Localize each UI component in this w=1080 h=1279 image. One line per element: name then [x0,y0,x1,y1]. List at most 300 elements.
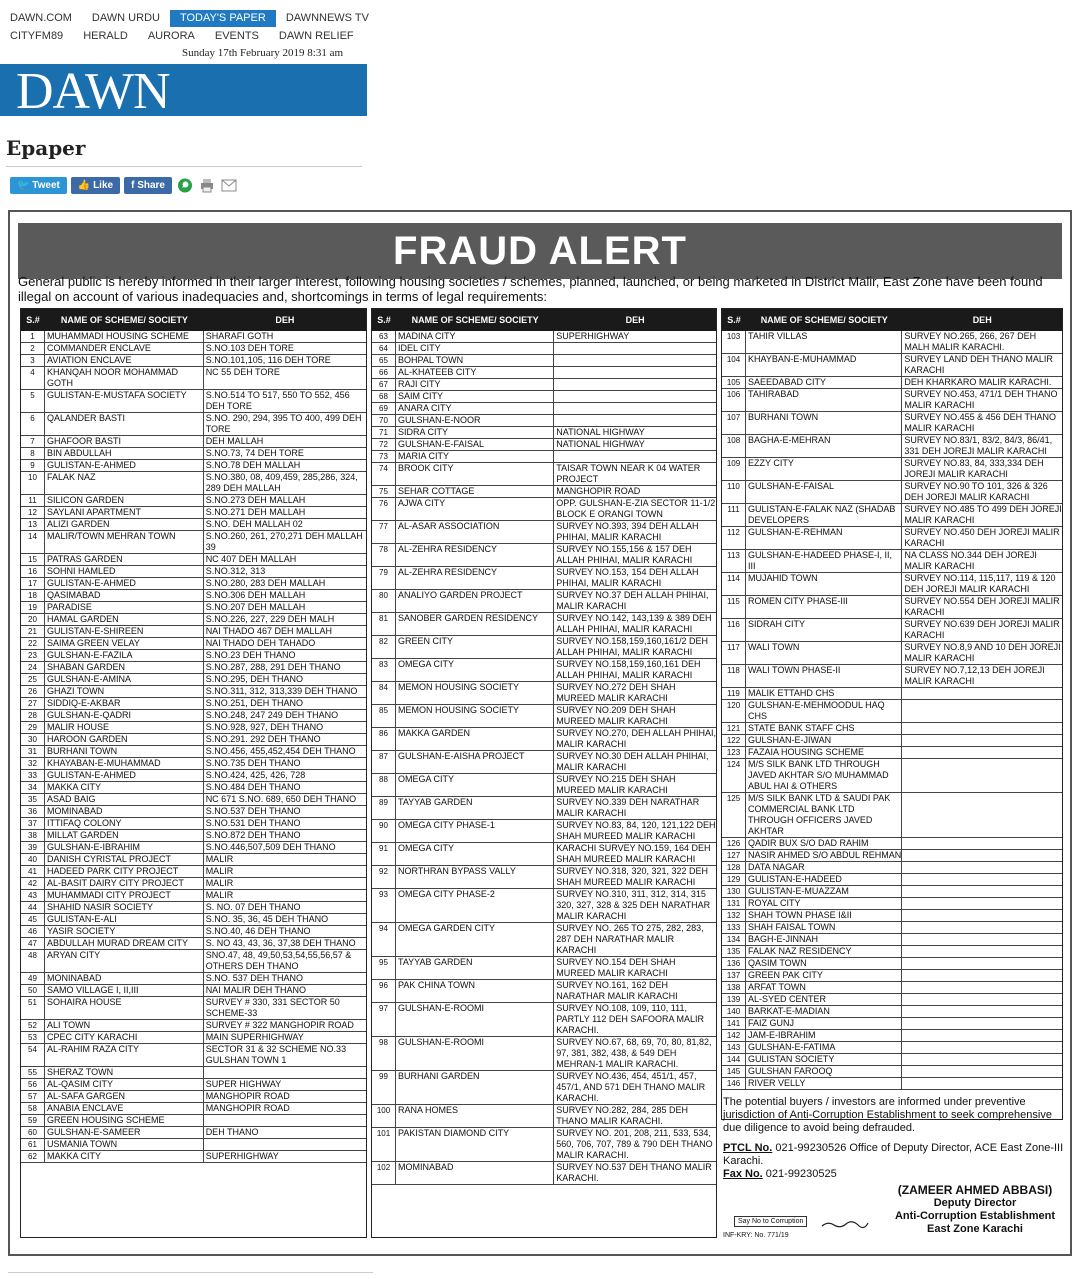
serial-cell: 115 [722,596,746,618]
serial-cell: 31 [21,746,45,757]
divider [6,166,362,167]
scheme-name-cell: NORTHRAN BYPASS VALLY [396,866,554,888]
deh-cell [902,793,1062,837]
table-row [372,751,716,774]
scheme-name-cell: WALI TOWN [746,642,902,664]
nav-row-secondary [0,28,364,45]
deh-cell: SURVEY NO.209 DEH SHAH MUREED MALIR KARACHI [556,705,676,726]
serial-cell: 138 [722,982,746,993]
deh-cell: SURVEY NO.455 & 456 DEH THANO MALIR KARACHI [904,412,1056,433]
deh-cell [902,982,1062,993]
serial-cell: 102 [372,1162,396,1184]
deh-cell: S.NO.23 DEH THANO [205,650,296,660]
deh-cell: SURVEY NO.310, 311, 312, 314, 315 320, 327, 328 & 325 DEH NARATHAR MALIR KARACHI [556,889,711,921]
deh-cell: SURVEY NO.142, 143,139 & 389 DEH ALLAH PHIHAI, MALIR KARACHI [556,613,712,634]
scheme-name-cell: AL-SAFA GARGEN [45,1091,204,1102]
deh-cell: MANGHOPIR ROAD [205,1091,290,1101]
table-row [372,843,716,866]
scheme-name-cell: MONINABAD [45,973,204,984]
table-row [722,994,1062,1006]
serial-cell: 52 [21,1020,45,1031]
serial-cell: 28 [21,710,45,721]
table-row [21,650,366,662]
scheme-name-cell: SANOBER GARDEN RESIDENCY [396,613,554,635]
scheme-name-cell: FAZAIA HOUSING SCHEME [746,747,902,758]
table-row [722,958,1062,970]
serial-cell: 125 [722,793,746,837]
deh-cell: SURVEY NO.8,9 AND 10 DEH JOREJI MALIR KARACHI [904,642,1061,663]
scheme-name-cell: GULSHAN-E-SAMEER [45,1127,204,1138]
table-row [21,531,366,554]
scheme-name-cell: HAMAL GARDEN [45,614,204,625]
scheme-name-cell: JAM-E-IBRAHIM [746,1030,902,1041]
table-row [722,1018,1062,1030]
table-row [21,926,366,938]
deh-cell: SURVEY NO.554 DEH JOREJI MALIR KARACHI [904,596,1060,617]
table-row [21,1079,366,1091]
nav-link-dawn-urdu[interactable]: DAWN URDU [91,12,160,24]
scheme-name-cell: QALANDER BASTI [45,413,204,435]
nav-link-dawnnews-tv[interactable]: DAWNNEWS TV [285,12,369,24]
deh-cell: SURVEY NO.67, 68, 69, 70, 80, 81,82, 97, 381, 382, 438, & 549 DEH MEHRAN-1 MALIR KARACHI. [556,1037,712,1069]
nav-link-dawn[interactable]: DAWN.COM [10,12,72,24]
scheme-name-cell: GHAFOOR BASTI [45,436,204,447]
serial-cell: 91 [372,843,396,865]
anti-corruption-stamp: Say No to Corruption [734,1216,807,1227]
table-row [722,982,1062,994]
table-row [372,774,716,797]
scheme-name-cell: QASIM TOWN [746,958,902,969]
deh-cell: S.NO.101,105, 116 DEH TORE [205,355,331,365]
nav-link-todays-paper[interactable]: TODAY'S PAPER [170,10,276,27]
nav-link-dawn-relief[interactable]: DAWN RELIEF [278,30,354,42]
table-row [722,688,1062,700]
nav-link-events[interactable]: EVENTS [214,30,259,42]
scheme-name-cell: RAJI CITY [396,379,554,390]
signatory-org: Anti-Corruption Establishment [894,1210,1056,1222]
scheme-name-cell: GULSHAN-E-FAISAL [746,481,902,503]
deh-cell: S.NO.735 DEH THANO [205,758,301,768]
deh-cell: S.NO.251, DEH THANO [205,698,304,708]
table-row [722,723,1062,735]
deh-cell: SURVEY NO. 265 TO 275, 282, 283, 287 DEH NARATHAR MALIR KARACHI [556,923,704,955]
scheme-name-cell: MILLAT GARDEN [45,830,204,841]
serial-cell: 35 [21,794,45,805]
scheme-name-cell: SHERAZ TOWN [45,1067,204,1078]
deh-cell: NAI THADO 467 DEH MALLAH [205,626,333,636]
deh-cell: S. NO 43, 43, 36, 37,38 DEH THANO [205,938,356,948]
serial-cell: 80 [372,590,396,612]
table-row [21,638,366,650]
serial-cell: 128 [722,862,746,873]
deh-cell [902,1030,1062,1041]
serial-cell: 20 [21,614,45,625]
serial-cell: 124 [722,759,746,792]
serial-cell: 27 [21,698,45,709]
serial-cell: 53 [21,1032,45,1043]
deh-cell: SURVEY NO.158,159,160,161 DEH ALLAH PHIHAI, MALIR KARACHI [556,659,701,680]
serial-cell: 21 [21,626,45,637]
scheme-name-cell: MARIA CITY [396,451,554,462]
table-row [722,759,1062,793]
scheme-name-cell: GULSHAN-E-ROOMI [396,1003,554,1036]
scheme-name-cell: GULISTAN-E-ALI [45,914,204,925]
deh-cell: NA CLASS NO.344 DEH JOREJI MALIR KARACHI [904,550,1037,571]
table-row [21,770,366,782]
serial-cell: 110 [722,481,746,503]
scheme-name-cell: SIDDIQ-E-AKBAR [45,698,204,709]
scheme-name-cell: GULISTAN-E-AHMED [45,578,204,589]
scheme-name-cell: M/S SILK BANK LTD & SAUDI PAK COMMERCIAL BANK LTD THROUGH OFFICERS JAVED AKHTAR [746,793,902,837]
serial-cell: 73 [372,451,396,462]
deh-cell [554,379,716,390]
serial-cell: 90 [372,820,396,842]
serial-cell: 5 [21,390,45,412]
deh-cell: MANGHOPIR ROAD [205,1103,290,1113]
scheme-name-cell: BIN ABDULLAH [45,448,204,459]
serial-cell: 120 [722,700,746,722]
serial-cell: 11 [21,495,45,506]
deh-cell: SURVEY NO.7,12,13 DEH JOREJI MALIR KARACHI [904,665,1045,686]
serial-cell: 40 [21,854,45,865]
deh-cell: S.NO.226, 227, 229 DEH MALH [205,614,335,624]
table-row [21,698,366,710]
scheme-name-cell: PARADISE [45,602,204,613]
deh-cell: S.NO.531 DEH THANO [205,818,301,828]
deh-cell [204,1067,366,1078]
header-name: NAME OF SCHEME/ SOCIETY [760,315,888,325]
table-row [21,710,366,722]
serial-cell: 41 [21,866,45,877]
table-row [372,1128,716,1162]
serial-cell: 140 [722,1006,746,1017]
scheme-name-cell: QASIMABAD [45,590,204,601]
serial-cell: 23 [21,650,45,661]
table-row [21,674,366,686]
table-row [372,636,716,659]
deh-cell [902,1006,1062,1017]
scheme-name-cell: ARFAT TOWN [746,982,902,993]
scheme-name-cell: ROYAL CITY [746,898,902,909]
serial-cell: 76 [372,498,396,520]
serial-cell: 78 [372,544,396,566]
deh-cell [554,391,716,402]
scheme-name-cell: SEHAR COTTAGE [396,486,554,497]
serial-cell: 16 [21,566,45,577]
table-row [21,566,366,578]
ptcl-label: PTCL No. [723,1142,773,1154]
deh-cell: S.NO. 35, 36, 45 DEH THANO [205,914,329,924]
table-row [21,866,366,878]
table-row [21,758,366,770]
table-row [372,728,716,751]
scheme-name-cell: MALIK ETTAHD CHS [746,688,902,699]
scheme-name-cell: SOHAIRA HOUSE [45,997,204,1019]
table-row [372,439,716,451]
table-row [21,973,366,985]
table-row [722,886,1062,898]
scheme-name-cell: ANABIA ENCLAVE [45,1103,204,1114]
deh-cell: DEH KHARKARO MALIR KARACHI. [904,377,1052,387]
table-row [372,866,716,889]
table-row [21,554,366,566]
serial-cell: 92 [372,866,396,888]
scheme-name-cell: GULISTAN SOCIETY [746,1054,902,1065]
table-row [722,573,1062,596]
scheme-name-cell: BURHANI GARDEN [396,1071,554,1104]
table-row [722,1078,1062,1090]
table-row [722,504,1062,527]
serial-cell: 34 [21,782,45,793]
scheme-name-cell: FAIZ GUNJ [746,1018,902,1029]
deh-cell [902,946,1062,957]
table-row [21,1044,366,1067]
table-row [21,902,366,914]
scheme-table-2 [371,308,717,1238]
scheme-name-cell: OMEGA CITY PHASE-1 [396,820,554,842]
table-row [21,818,366,830]
scheme-name-cell: OMEGA GARDEN CITY [396,923,554,956]
serial-cell: 17 [21,578,45,589]
table-row [372,567,716,590]
deh-cell [554,343,716,354]
scheme-name-cell: TAHIRABAD [746,389,902,411]
serial-cell: 96 [372,980,396,1002]
nav-link-cityfm89[interactable]: CITYFM89 [10,30,64,42]
serial-cell: 87 [372,751,396,773]
deh-cell: KARACHI SURVEY NO.159, 164 DEH SHAH MUREED MALIR KARACHI [556,843,711,864]
serial-cell: 2 [21,343,45,354]
serial-cell: 118 [722,665,746,687]
scheme-name-cell: HAROON GARDEN [45,734,204,745]
serial-cell: 130 [722,886,746,897]
table-row [21,950,366,973]
deh-cell: SHARAFI GOTH [205,331,274,341]
table-row [21,590,366,602]
scheme-name-cell: PAK CHINA TOWN [396,980,554,1002]
serial-cell: 113 [722,550,746,572]
deh-cell: SURVEY NO.83, 84, 120, 121,122 DEH SHAH MUREED MALIR KARACHI [556,820,716,841]
deh-cell: MANGHOPIR ROAD [556,486,641,496]
table-row [21,331,366,343]
table-row [21,614,366,626]
scheme-name-cell: USMANIA TOWN [45,1139,204,1150]
serial-cell: 14 [21,531,45,553]
table-row [372,1037,716,1071]
deh-cell: SURVEY NO.450 DEH JOREJI MALIR KARACHI [904,527,1060,548]
deh-cell: S.NO.872 DEH THANO [205,830,301,840]
header-name: NAME OF SCHEME/ SOCIETY [411,315,539,325]
deh-cell: S.NO.271 DEH MALLAH [205,507,306,517]
table-body [21,331,366,1163]
header-deh: DEH [972,315,992,325]
serial-cell: 26 [21,686,45,697]
scheme-table-1 [20,308,367,1238]
table-header [372,309,716,331]
table-body [372,331,716,1185]
deh-cell: S.NO.291. 292 DEH THANO [205,734,321,744]
scheme-name-cell: BROOK CITY [396,463,554,485]
serial-cell: 89 [372,797,396,819]
table-row [722,412,1062,435]
deh-cell [902,747,1062,758]
table-row [21,507,366,519]
deh-cell: SURVEY NO.282, 284, 285 DEH THANO MALIR KARACHI. [556,1105,688,1126]
scheme-name-cell: ANARA CITY [396,403,554,414]
deh-cell: SURVEY NO.436, 454, 451/1, 457, 457/1, AND 571 DEH THANO MALIR KARACHI. [556,1071,706,1103]
deh-cell: S.NO.248, 247 249 DEH THANO [205,710,339,720]
like-label: Like [93,180,114,191]
deh-cell: SURVEY NO.30 DEH ALLAH PHIHAI, MALIR KARACHI [556,751,709,772]
deh-cell: SURVEY # 330, 331 SECTOR 50 SCHEME-33 [205,997,340,1018]
serial-cell: 9 [21,460,45,471]
deh-cell: NC 407 DEH MALLAH [205,554,297,564]
table-row [372,379,716,391]
scheme-name-cell: RANA HOMES [396,1105,554,1127]
deh-cell [902,1054,1062,1065]
scheme-name-cell: GULISTAN-E-FALAK NAZ (SHADAB DEVELOPERS [746,504,902,526]
share-label: Share [137,180,165,191]
serial-cell: 59 [21,1115,45,1126]
table-row [21,1032,366,1044]
serial-cell: 145 [722,1066,746,1077]
deh-cell: SUPERHIGHWAY [205,1151,279,1161]
page-date: Sunday 17th February 2019 8:31 am [182,47,344,59]
serial-cell: 122 [722,735,746,746]
deh-cell [902,759,1062,792]
scheme-name-cell: OMEGA CITY [396,659,554,681]
table-row [722,1054,1062,1066]
scheme-name-cell: GREEN PAK CITY [746,970,902,981]
deh-cell [902,838,1062,849]
share-button[interactable]: f Share [124,177,172,194]
nav-link-herald[interactable]: HERALD [83,30,128,42]
deh-cell: SECTOR 31 & 32 SCHEME NO.33 GULSHAN TOWN 1 [205,1044,347,1065]
serial-cell: 121 [722,723,746,734]
serial-cell: 79 [372,567,396,589]
table-row [722,527,1062,550]
deh-cell [902,688,1062,699]
tweet-button[interactable]: 🐦 Tweet [10,177,67,194]
serial-cell: 62 [21,1151,45,1162]
table-row [372,355,716,367]
signatory-title: Deputy Director [933,1197,1017,1209]
table-row [372,1071,716,1105]
table-row [21,985,366,997]
serial-cell: 3 [21,355,45,366]
serial-cell: 116 [722,619,746,641]
deh-cell [902,700,1062,722]
serial-cell: 117 [722,642,746,664]
deh-cell: SURVEY NO.270, DEH ALLAH PHIHAI, MALIR KARACHI [556,728,716,749]
deh-cell: DEH THANO [205,1127,259,1137]
deh-cell: SURVEY NO.215 DEH SHAH MUREED MALIR KARACHI [556,774,676,795]
deh-cell: S. NO. 07 DEH THANO [205,902,301,912]
deh-cell [902,922,1062,933]
table-row [722,793,1062,838]
table-row [21,472,366,495]
table-row [21,794,366,806]
deh-cell [902,886,1062,897]
scheme-name-cell: SIDRAH CITY [746,619,902,641]
table-row [372,1162,716,1185]
deh-cell: S.NO.295, DEH THANO [205,674,304,684]
deh-cell: SURVEY NO.158,159,160,161/2 DEH ALLAH PHIHAI, MALIR KARACHI [556,636,708,657]
serial-cell: 54 [21,1044,45,1066]
nav-link-aurora[interactable]: AURORA [147,30,195,42]
deh-cell [902,970,1062,981]
serial-cell: 72 [372,439,396,450]
deh-cell: SURVEY LAND DEH THANO MALIR KARACHI [904,354,1053,375]
scheme-name-cell: ARYAN CITY [45,950,204,972]
scheme-name-cell: MADINA CITY [396,331,554,342]
serial-cell: 43 [21,890,45,901]
scheme-name-cell: GULSHAN-E-JIWAN [746,735,902,746]
scheme-name-cell: SAMO VILLAGE I, II,III [45,985,204,996]
deh-cell: MAIN SUPERHIGHWAY [205,1032,304,1042]
scheme-name-cell: GULSHAN-E-REHMAN [746,527,902,549]
dawn-logo[interactable]: DAWN [0,64,367,116]
deh-cell [554,355,716,366]
deh-cell: SURVEY NO. 201, 208, 211, 533, 534, 560, 706, 707, 789 & 790 DEH THANO MALIR KARACHI. [556,1128,713,1160]
scheme-name-cell: AL-QASIM CITY [45,1079,204,1090]
serial-cell: 33 [21,770,45,781]
header-sno: S.# [727,315,741,325]
scheme-name-cell: MAKKA CITY [45,1151,204,1162]
scheme-name-cell: HADEED PARK CITY PROJECT [45,866,204,877]
table-row [21,460,366,472]
serial-cell: 65 [372,355,396,366]
table-row [722,1066,1062,1078]
whatsapp-icon[interactable] [176,177,194,194]
table-row [722,850,1062,862]
serial-cell: 36 [21,806,45,817]
scheme-name-cell: SHAH TOWN PHASE I&II [746,910,902,921]
table-row [722,1006,1062,1018]
scheme-name-cell: MOMINABAD [45,806,204,817]
serial-cell: 60 [21,1127,45,1138]
serial-cell: 64 [372,343,396,354]
email-icon[interactable] [220,177,238,194]
print-icon[interactable] [198,177,216,194]
scheme-name-cell: SIDRA CITY [396,427,554,438]
serial-cell: 81 [372,613,396,635]
deh-cell: SURVEY # 322 MANGHOPIR ROAD [205,1020,354,1030]
scheme-name-cell: BURHANI TOWN [45,746,204,757]
deh-cell: NATIONAL HIGHWAY [556,427,645,437]
table-row [21,1020,366,1032]
table-row [372,544,716,567]
table-row [372,889,716,923]
table-row [722,862,1062,874]
serial-cell: 8 [21,448,45,459]
serial-cell: 45 [21,914,45,925]
deh-cell: S.NO.537 DEH THANO [205,806,301,816]
scheme-name-cell: EZZY CITY [746,458,902,480]
table-row [372,923,716,957]
table-row [21,495,366,507]
scheme-name-cell: ALI TOWN [45,1020,204,1031]
serial-cell: 77 [372,521,396,543]
scheme-name-cell: GULSHAN-E-QADRI [45,710,204,721]
deh-cell [902,958,1062,969]
like-button[interactable]: 👍 Like [71,177,120,194]
deh-cell [554,403,716,414]
scheme-name-cell: GULISTAN-E-MUAZZAM [746,886,902,897]
deh-cell [204,1115,366,1126]
serial-cell: 57 [21,1091,45,1102]
deh-cell: S.NO. 537 DEH THANO [205,973,304,983]
